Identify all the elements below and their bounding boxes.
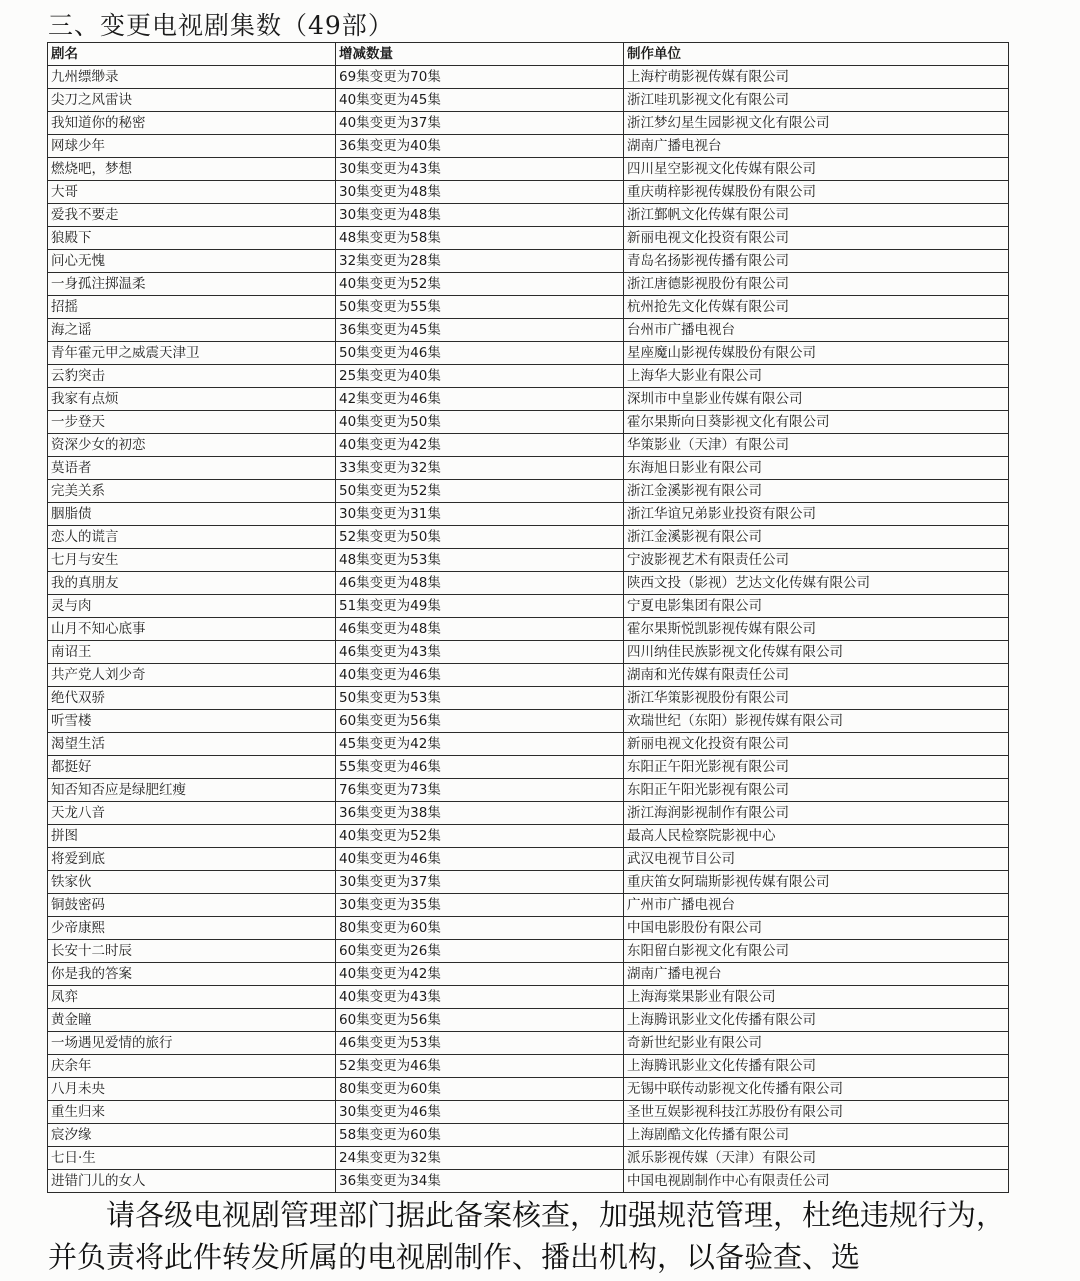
cell-producer: 东海旭日影业有限公司 [624,457,1009,480]
table-row [48,802,1009,825]
table-row [48,135,1009,158]
table-row [48,825,1009,848]
table-row [48,66,1009,89]
cell-drama-title: 铁家伙 [48,871,336,894]
cell-episode-change: 80集变更为60集 [336,1078,624,1101]
cell-producer: 霍尔果斯悦凯影视传媒有限公司 [624,618,1009,641]
cell-drama-title: 七日·生 [48,1147,336,1170]
section-heading: 三、变更电视剧集数（49部） [48,11,394,40]
table-row [48,687,1009,710]
cell-episode-change: 48集变更为53集 [336,549,624,572]
cell-producer: 陕西文投（影视）艺达文化传媒有限公司 [624,572,1009,595]
cell-producer: 华策影业（天津）有限公司 [624,434,1009,457]
cell-producer: 湖南广播电视台 [624,135,1009,158]
cell-drama-title: 拼图 [48,825,336,848]
cell-episode-change: 40集变更为46集 [336,848,624,871]
table-row [48,1055,1009,1078]
table-row [48,181,1009,204]
table-row [48,710,1009,733]
cell-producer: 宁波影视艺术有限责任公司 [624,549,1009,572]
cell-drama-title: 问心无愧 [48,250,336,273]
table-row [48,595,1009,618]
cell-drama-title: 招摇 [48,296,336,319]
cell-episode-change: 48集变更为58集 [336,227,624,250]
table-row [48,1078,1009,1101]
cell-drama-title: 我家有点烦 [48,388,336,411]
cell-episode-change: 24集变更为32集 [336,1147,624,1170]
cell-episode-change: 40集变更为46集 [336,664,624,687]
table-row [48,1009,1009,1032]
cell-episode-change: 32集变更为28集 [336,250,624,273]
cell-producer: 四川星空影视文化传媒有限公司 [624,158,1009,181]
cell-producer: 杭州抢先文化传媒有限公司 [624,296,1009,319]
cell-episode-change: 50集变更为55集 [336,296,624,319]
cell-producer: 重庆笛女阿瑞斯影视传媒有限公司 [624,871,1009,894]
cell-episode-change: 36集变更为40集 [336,135,624,158]
cell-producer: 无锡中联传动影视文化传播有限公司 [624,1078,1009,1101]
cell-producer: 浙江华策影视股份有限公司 [624,687,1009,710]
cell-producer: 深圳市中皇影业传媒有限公司 [624,388,1009,411]
cell-producer: 浙江金溪影视有限公司 [624,526,1009,549]
cell-producer: 欢瑞世纪（东阳）影视传媒有限公司 [624,710,1009,733]
cell-episode-change: 36集变更为38集 [336,802,624,825]
table-row [48,779,1009,802]
cell-producer: 新丽电视文化投资有限公司 [624,733,1009,756]
cell-episode-change: 52集变更为46集 [336,1055,624,1078]
cell-drama-title: 凤弈 [48,986,336,1009]
cell-drama-title: 燃烧吧，梦想 [48,158,336,181]
cell-drama-title: 七月与安生 [48,549,336,572]
cell-episode-change: 40集变更为42集 [336,963,624,986]
cell-producer: 中国电影股份有限公司 [624,917,1009,940]
cell-episode-change: 50集变更为53集 [336,687,624,710]
table-row [48,1124,1009,1147]
cell-drama-title: 重生归来 [48,1101,336,1124]
table-row [48,480,1009,503]
cell-episode-change: 30集变更为48集 [336,181,624,204]
cell-drama-title: 铜鼓密码 [48,894,336,917]
table-row [48,756,1009,779]
cell-episode-change: 40集变更为50集 [336,411,624,434]
cell-episode-change: 50集变更为52集 [336,480,624,503]
table-row [48,572,1009,595]
cell-drama-title: 云豹突击 [48,365,336,388]
cell-producer: 奇新世纪影业有限公司 [624,1032,1009,1055]
cell-episode-change: 40集变更为52集 [336,825,624,848]
table-row [48,549,1009,572]
cell-producer: 浙江海润影视制作有限公司 [624,802,1009,825]
cell-episode-change: 80集变更为60集 [336,917,624,940]
table-row [48,250,1009,273]
cell-drama-title: 将爱到底 [48,848,336,871]
cell-producer: 上海华大影业有限公司 [624,365,1009,388]
cell-producer: 上海腾讯影业文化传播有限公司 [624,1009,1009,1032]
cell-producer: 湖南广播电视台 [624,963,1009,986]
cell-drama-title: 资深少女的初恋 [48,434,336,457]
table-row [48,641,1009,664]
drama-episode-change-table [47,42,1009,1193]
cell-drama-title: 共产党人刘少奇 [48,664,336,687]
cell-producer: 上海柠萌影视传媒有限公司 [624,66,1009,89]
cell-drama-title: 一步登天 [48,411,336,434]
table-row [48,871,1009,894]
cell-episode-change: 40集变更为37集 [336,112,624,135]
cell-drama-title: 山月不知心底事 [48,618,336,641]
cell-producer: 四川纳佳民族影视文化传媒有限公司 [624,641,1009,664]
table-row [48,664,1009,687]
table-row [48,526,1009,549]
table-row [48,434,1009,457]
cell-producer: 上海剧酷文化传播有限公司 [624,1124,1009,1147]
cell-producer: 派乐影视传媒（天津）有限公司 [624,1147,1009,1170]
cell-episode-change: 30集变更为31集 [336,503,624,526]
table-row [48,917,1009,940]
cell-drama-title: 少帝康熙 [48,917,336,940]
table-row [48,618,1009,641]
table-row [48,457,1009,480]
cell-producer: 新丽电视文化投资有限公司 [624,227,1009,250]
cell-producer: 台州市广播电视台 [624,319,1009,342]
cell-drama-title: 渴望生活 [48,733,336,756]
cell-drama-title: 大哥 [48,181,336,204]
cell-episode-change: 40集变更为42集 [336,434,624,457]
cell-episode-change: 46集变更为53集 [336,1032,624,1055]
table-row [48,365,1009,388]
cell-episode-change: 60集变更为56集 [336,1009,624,1032]
cell-producer: 星座魔山影视传媒股份有限公司 [624,342,1009,365]
cell-drama-title: 一场遇见爱情的旅行 [48,1032,336,1055]
cell-producer: 浙江金溪影视有限公司 [624,480,1009,503]
cell-producer: 浙江唐德影视股份有限公司 [624,273,1009,296]
cell-producer: 宁夏电影集团有限公司 [624,595,1009,618]
cell-episode-change: 30集变更为48集 [336,204,624,227]
cell-episode-change: 55集变更为46集 [336,756,624,779]
table-row [48,1101,1009,1124]
cell-episode-change: 50集变更为46集 [336,342,624,365]
cell-producer: 东阳正午阳光影视有限公司 [624,756,1009,779]
table-row [48,296,1009,319]
table-row [48,89,1009,112]
cell-episode-change: 30集变更为46集 [336,1101,624,1124]
table-row [48,1032,1009,1055]
cell-episode-change: 30集变更为43集 [336,158,624,181]
cell-drama-title: 知否知否应是绿肥红瘦 [48,779,336,802]
cell-producer: 圣世互娱影视科技江苏股份有限公司 [624,1101,1009,1124]
column-header-title: 剧名 [48,43,336,66]
cell-producer: 上海海棠果影业有限公司 [624,986,1009,1009]
table-row [48,940,1009,963]
cell-episode-change: 76集变更为73集 [336,779,624,802]
paragraph: 请各级电视剧管理部门据此备案核查，加强规范管理，杜绝违规行为，并负责将此件转发所属的电视剧制作、播出机构，以备验查、选 [48,1198,1006,1274]
cell-episode-change: 60集变更为26集 [336,940,624,963]
cell-drama-title: 胭脂债 [48,503,336,526]
column-header-producer: 制作单位 [624,43,1009,66]
cell-drama-title: 你是我的答案 [48,963,336,986]
table-row [48,986,1009,1009]
cell-episode-change: 30集变更为35集 [336,894,624,917]
cell-drama-title: 八月未央 [48,1078,336,1101]
cell-drama-title: 网球少年 [48,135,336,158]
cell-episode-change: 40集变更为45集 [336,89,624,112]
cell-episode-change: 25集变更为40集 [336,365,624,388]
cell-producer: 浙江鄞帆文化传媒有限公司 [624,204,1009,227]
column-header-episode-change: 增减数量 [336,43,624,66]
cell-drama-title: 莫语者 [48,457,336,480]
cell-drama-title: 九州缥缈录 [48,66,336,89]
cell-episode-change: 51集变更为49集 [336,595,624,618]
cell-drama-title: 灵与肉 [48,595,336,618]
table-row [48,411,1009,434]
table-row [48,319,1009,342]
cell-episode-change: 46集变更为48集 [336,572,624,595]
cell-episode-change: 30集变更为37集 [336,871,624,894]
table-body [48,66,1009,1193]
cell-producer: 浙江梦幻星生园影视文化有限公司 [624,112,1009,135]
cell-drama-title: 宸汐缘 [48,1124,336,1147]
table-row [48,112,1009,135]
cell-episode-change: 33集变更为32集 [336,457,624,480]
cell-episode-change: 36集变更为34集 [336,1170,624,1193]
table-row [48,1170,1009,1193]
cell-drama-title: 进错门儿的女人 [48,1170,336,1193]
cell-drama-title: 庆余年 [48,1055,336,1078]
cell-drama-title: 青年霍元甲之威震天津卫 [48,342,336,365]
cell-drama-title: 都挺好 [48,756,336,779]
cell-episode-change: 40集变更为52集 [336,273,624,296]
cell-episode-change: 60集变更为56集 [336,710,624,733]
cell-producer: 湖南和光传媒有限责任公司 [624,664,1009,687]
table-row [48,848,1009,871]
table-row [48,273,1009,296]
cell-drama-title: 恋人的谎言 [48,526,336,549]
cell-episode-change: 46集变更为43集 [336,641,624,664]
cell-episode-change: 36集变更为45集 [336,319,624,342]
cell-drama-title: 完美关系 [48,480,336,503]
cell-episode-change: 46集变更为48集 [336,618,624,641]
cell-producer: 广州市广播电视台 [624,894,1009,917]
cell-drama-title: 天龙八音 [48,802,336,825]
cell-drama-title: 长安十二时辰 [48,940,336,963]
cell-producer: 浙江华谊兄弟影业投资有限公司 [624,503,1009,526]
table-row [48,204,1009,227]
cell-producer: 中国电视剧制作中心有限责任公司 [624,1170,1009,1193]
cell-producer: 霍尔果斯向日葵影视文化有限公司 [624,411,1009,434]
table-row [48,503,1009,526]
cell-drama-title: 狼殿下 [48,227,336,250]
cell-producer: 东阳正午阳光影视有限公司 [624,779,1009,802]
cell-drama-title: 我的真朋友 [48,572,336,595]
table-row [48,227,1009,250]
table-row [48,963,1009,986]
cell-drama-title: 我知道你的秘密 [48,112,336,135]
page-bottom-edge [0,1275,1080,1281]
table-header-row [48,43,1009,66]
cell-drama-title: 绝代双骄 [48,687,336,710]
cell-drama-title: 南诏王 [48,641,336,664]
cell-drama-title: 听雪楼 [48,710,336,733]
table-row [48,894,1009,917]
cell-drama-title: 一身孤注掷温柔 [48,273,336,296]
cell-producer: 东阳留白影视文化有限公司 [624,940,1009,963]
cell-drama-title: 爱我不要走 [48,204,336,227]
cell-episode-change: 52集变更为50集 [336,526,624,549]
table-row [48,1147,1009,1170]
cell-episode-change: 69集变更为70集 [336,66,624,89]
cell-producer: 武汉电视节目公司 [624,848,1009,871]
cell-producer: 最高人民检察院影视中心 [624,825,1009,848]
cell-producer: 浙江哇玑影视文化有限公司 [624,89,1009,112]
cell-drama-title: 海之谣 [48,319,336,342]
cell-drama-title: 黄金瞳 [48,1009,336,1032]
cell-drama-title: 尖刀之风雷诀 [48,89,336,112]
cell-episode-change: 58集变更为60集 [336,1124,624,1147]
cell-episode-change: 42集变更为46集 [336,388,624,411]
table-row [48,733,1009,756]
table-row [48,158,1009,181]
cell-producer: 青岛名扬影视传播有限公司 [624,250,1009,273]
cell-producer: 上海腾讯影业文化传播有限公司 [624,1055,1009,1078]
cell-episode-change: 40集变更为43集 [336,986,624,1009]
table-row [48,342,1009,365]
table-row [48,388,1009,411]
cell-episode-change: 45集变更为42集 [336,733,624,756]
cell-producer: 重庆萌梓影视传媒股份有限公司 [624,181,1009,204]
